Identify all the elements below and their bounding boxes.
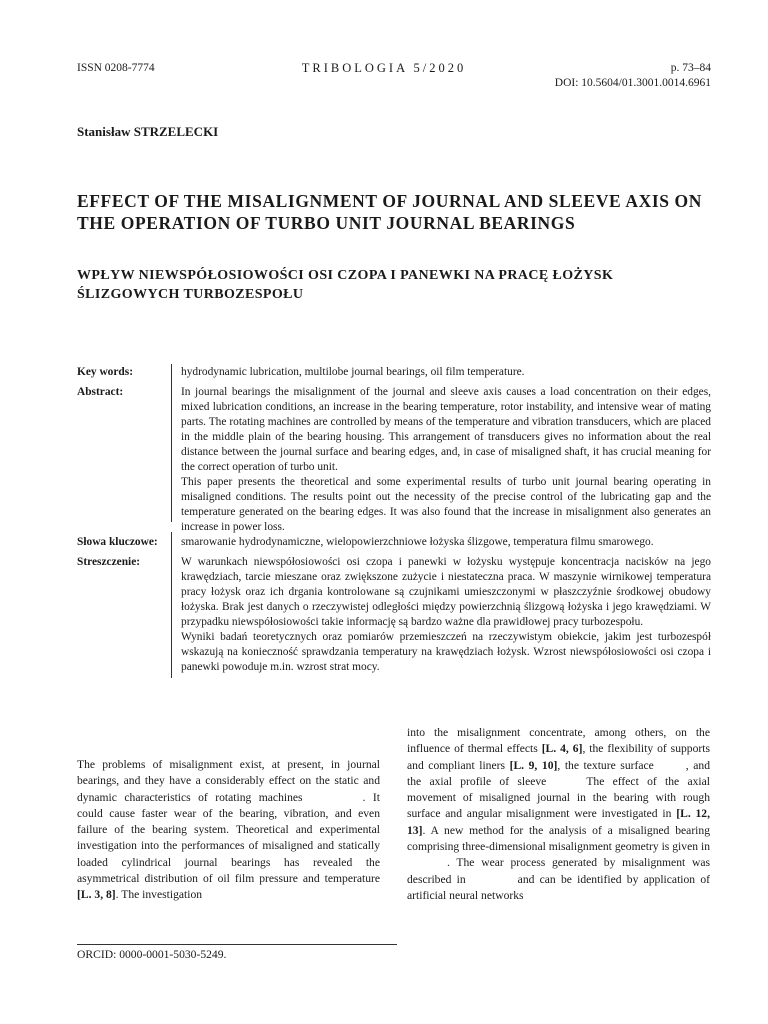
title-polish: WPŁYW NIEWSPÓŁOSIOWOŚCI OSI CZOPA I PANEWKI NA PRACĘ ŁOŻYSK ŚLIZGOWYCH TURBOZESPOŁU — [77, 268, 614, 302]
slowa-kluczowe-label: Słowa kluczowe: — [77, 536, 158, 548]
body-right-text-5: The effect of the axial movement of misaligned journal in the bearing with rough surface and angular misalignment were investigated in — [407, 774, 710, 821]
abstract-row — [77, 385, 711, 533]
issn: ISSN 0208-7774 — [77, 62, 155, 74]
body-right-text-3: , the texture surface — [557, 758, 654, 772]
citation-l3-8[interactable]: [L. 3, 8] — [77, 888, 116, 902]
journal-title: TRIBOLOGIA 5/2020 — [301, 61, 467, 75]
citation-l4-6[interactable]: [L. 4, 6] — [541, 742, 583, 756]
body-right-text-2: , the flexibility of supports and compliant liners — [407, 742, 710, 772]
keywords-text: hydrodynamic lubrication, multilobe journal bearings, oil film temperature. — [181, 366, 525, 378]
title-english: EFFECT OF THE MISALIGNMENT OF JOURNAL AND SLEEVE AXIS ON THE OPERATION OF TURBO UNIT JOURNAL BEARINGS — [77, 191, 702, 233]
page-range: p. 73–84 — [670, 62, 711, 74]
body-left-text-3: . The investigation — [115, 888, 203, 902]
body-right-text-4: , and the axial profile of sleeve — [407, 758, 710, 788]
footnote-rule — [77, 944, 397, 945]
keywords-label: Key words: — [77, 366, 133, 378]
body-column-left — [77, 757, 380, 904]
body-left-text-1: The problems of misalignment exist, at present, in journal bearings, and they have a considerably effect on the static and dynamic characteristics of rotating machines — [77, 758, 380, 804]
streszczenie-row — [77, 555, 711, 680]
streszczenie-paragraph-2: Wyniki badań teoretycznych oraz pomiarów przemieszczeń na rzeczywistym obiekcie, jakim jest turbozespół wskazują na konieczność sprawdzania temperatury na krawędziach łożysk. Wzrost niewspółosiowości osi czopa i panewki powoduje m.in. wzrost strat mocy. — [181, 631, 711, 673]
citation-l9-10[interactable]: [L. 9, 10] — [509, 758, 558, 772]
citation-l12-13[interactable]: [L. 12, 13] — [407, 807, 710, 837]
body-right-text-8: and can be identified by application of artificial neural networks — [407, 872, 710, 902]
body-right-text-1: into the misalignment concentrate, among others, on the influence of thermal effects — [407, 726, 710, 756]
slowa-kluczowe-row — [77, 535, 711, 550]
author-name: Stanisław STRZELECKI — [77, 124, 219, 139]
body-column-right — [407, 725, 710, 904]
abstract-paragraph-2: This paper presents the theoretical and some experimental results of turbo unit journal bearing operating in misaligned conditions. The results point out the necessity of the precise control of the lubricating gap and the temperature generated on the bearing edges. It was also found that the increase in misalignment also generates an increase in power loss. — [181, 476, 711, 533]
orcid-footnote[interactable]: ORCID: 0000-0001-5030-5249. — [77, 948, 227, 961]
streszczenie-text — [181, 555, 711, 675]
abstract-paragraph-1: In journal bearings the misalignment of the journal and sleeve axis causes a load concentration on their edges, mixed lubrication conditions, an increase in the bearing temperature, rotor instability, and intensive wear of mating parts. The rotating machines are controlled by means of the temperature and vibration transducers, which are placed in the middle plain of the bearing housing. This arrangement of transducers gives no information about the real distance between the journal surface and bearing edges, and, in case of misaligned shaft, it has crucial meaning for the correct operation of turbo unit. — [181, 386, 711, 473]
body-left-text-2: . It could cause faster wear of the bearing, vibration, and even failure of the bearing system. Theoretical and experimental investigation into the performances of misaligned and statically loaded cylindrical journal bearings has revealed the asymmetrical distribution of oil film pressure and temperature — [77, 790, 380, 886]
abstract-text — [181, 385, 711, 535]
body-right-text-7: . The wear process generated by misalignment was described in — [407, 856, 710, 886]
abstract-label: Abstract: — [77, 386, 124, 398]
streszczenie-label: Streszczenie: — [77, 556, 141, 568]
doi[interactable]: DOI: 10.5604/01.3001.0014.6961 — [554, 77, 711, 89]
body-right-text-6: . A new method for the analysis of a misaligned bearing comprising three-dimensional misalignment geometry is given in — [407, 823, 710, 854]
streszczenie-paragraph-1: W warunkach niewspółosiowości osi czopa i panewki w łożysku występuje koncentracja nacisków na jego krawędziach, tarcie mieszane oraz zwiększone zużycie i niestateczna praca. W maszynie wirnikowej temperatura pracy łożysk oraz ich drgania kontrolowane są czujnikami umieszczonymi w płaszczyźnie środkowej obudowy łożyska. Brak jest danych o rzeczywistej odległości między powierzchnią ślizgową łożyska i jego krawędziami. W przypadku niewspółosiowości takie informację są bardzo ważne dla prawidłowej pracy turbozespołu. — [181, 556, 711, 628]
keywords-row — [77, 365, 711, 380]
slowa-kluczowe-text: smarowanie hydrodynamiczne, wielopowierzchniowe łożyska ślizgowe, temperatura filmu smarowego. — [181, 536, 654, 548]
